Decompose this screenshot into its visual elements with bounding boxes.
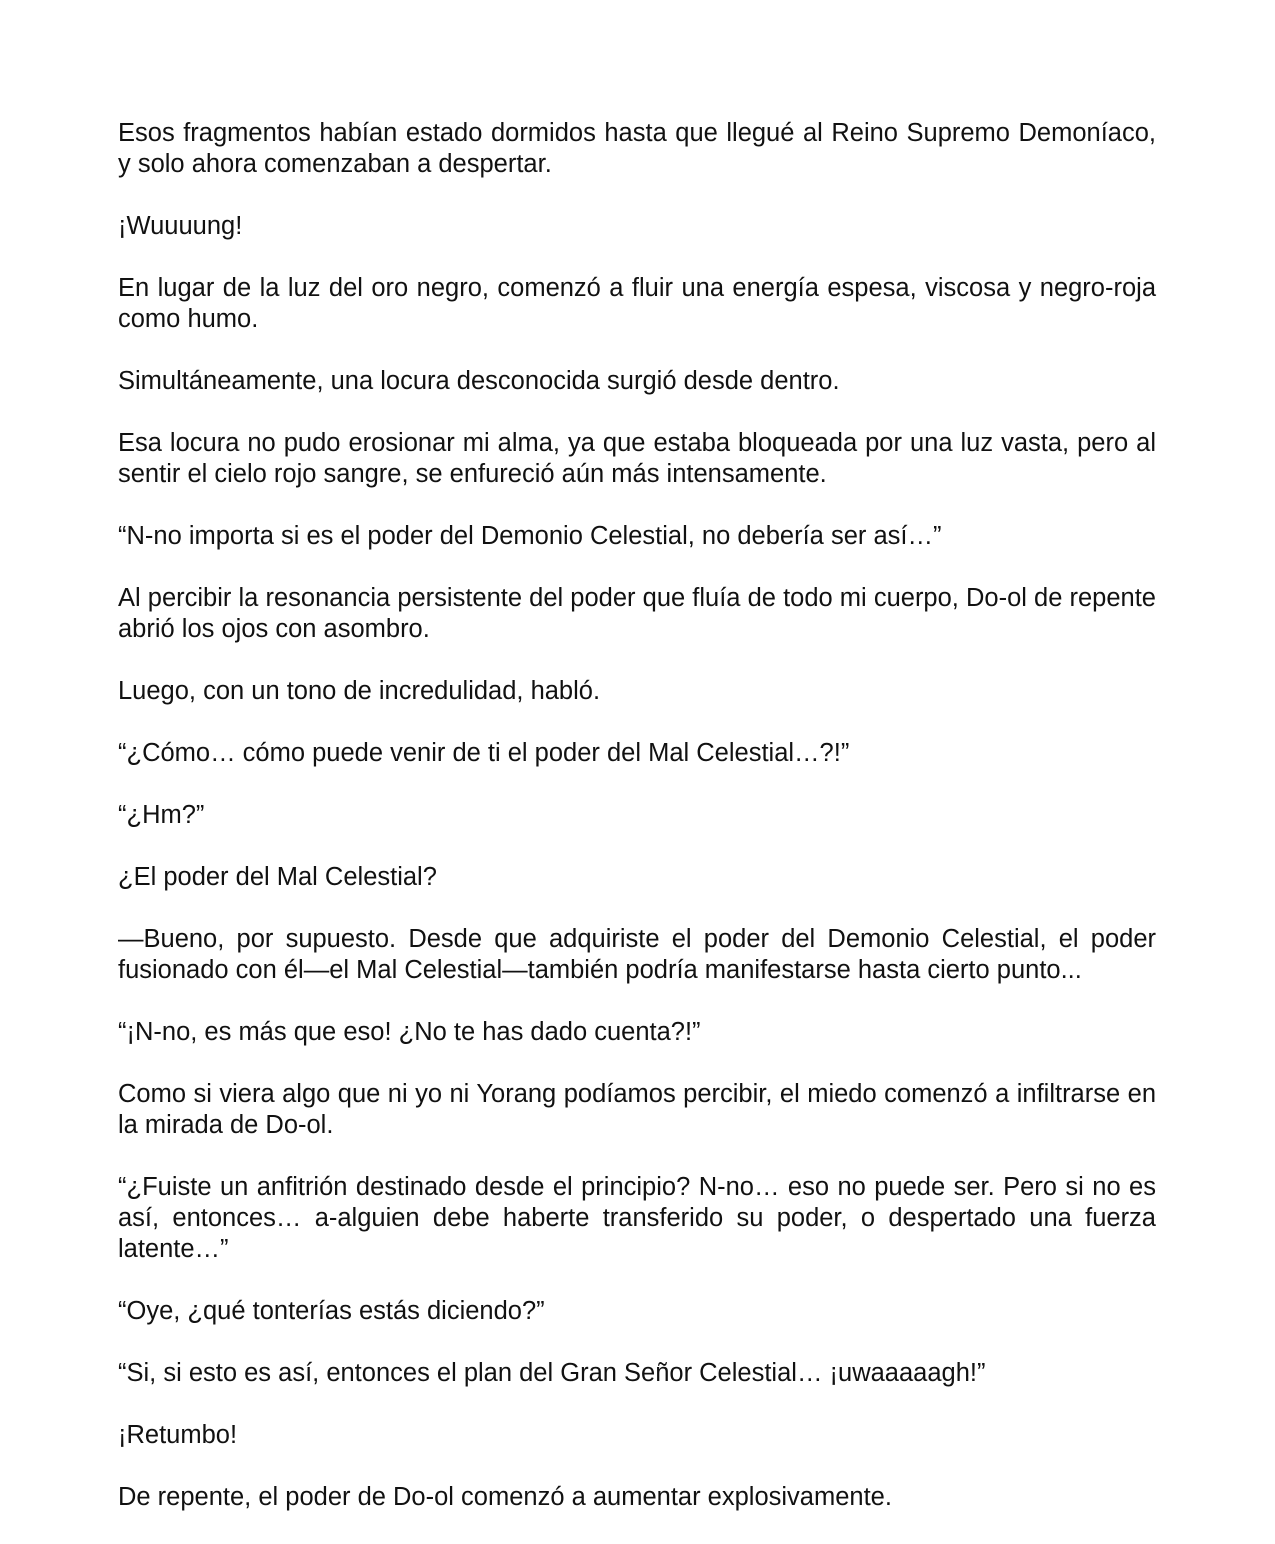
paragraph: “Oye, ¿qué tonterías estás diciendo?” (118, 1297, 545, 1325)
paragraph: “N-no importa si es el poder del Demonio Celestial, no debería ser así…” (118, 522, 942, 550)
paragraph: “¿Hm?” (118, 801, 205, 829)
paragraph: De repente, el poder de Do-ol comenzó a aumentar explosivamente. (118, 1483, 892, 1511)
paragraph: —Bueno, por supuesto. Desde que adquiriste el poder del Demonio Celestial, el poder fusionado con él—el Mal Celestial—también podría manifestarse hasta cierto punto... (118, 925, 1156, 984)
paragraph: Simultáneamente, una locura desconocida surgió desde dentro. (118, 367, 840, 395)
paragraph: Luego, con un tono de incredulidad, habló. (118, 677, 601, 705)
paragraph: ¿El poder del Mal Celestial? (118, 863, 437, 891)
paragraph: “¿Cómo… cómo puede venir de ti el poder del Mal Celestial…?!” (118, 739, 850, 767)
paragraph: En lugar de la luz del oro negro, comenzó a fluir una energía espesa, viscosa y negro-roja como humo. (118, 274, 1156, 333)
document-page (118, 118, 1156, 1544)
paragraph: ¡Retumbo! (118, 1421, 238, 1449)
paragraph: “¡N-no, es más que eso! ¿No te has dado cuenta?!” (118, 1018, 701, 1046)
paragraph: Esos fragmentos habían estado dormidos hasta que llegué al Reino Supremo Demoníaco, y solo ahora comenzaban a despertar. (118, 119, 1156, 178)
paragraph: Al percibir la resonancia persistente del poder que fluía de todo mi cuerpo, Do-ol de repente abrió los ojos con asombro. (118, 584, 1156, 643)
paragraph: “Si, si esto es así, entonces el plan del Gran Señor Celestial… ¡uwaaaaagh!” (118, 1359, 986, 1387)
paragraph: ¡Wuuuung! (118, 212, 243, 240)
paragraph: “¿Fuiste un anfitrión destinado desde el principio? N-no… eso no puede ser. Pero si no es así, entonces… a-alguien debe haberte transferido su poder, o despertado una fuerza latente…” (118, 1173, 1156, 1263)
paragraph: Esa locura no pudo erosionar mi alma, ya que estaba bloqueada por una luz vasta, pero al sentir el cielo rojo sangre, se enfureció aún más intensamente. (118, 429, 1156, 488)
paragraph: Como si viera algo que ni yo ni Yorang podíamos percibir, el miedo comenzó a infiltrarse en la mirada de Do-ol. (118, 1080, 1156, 1139)
